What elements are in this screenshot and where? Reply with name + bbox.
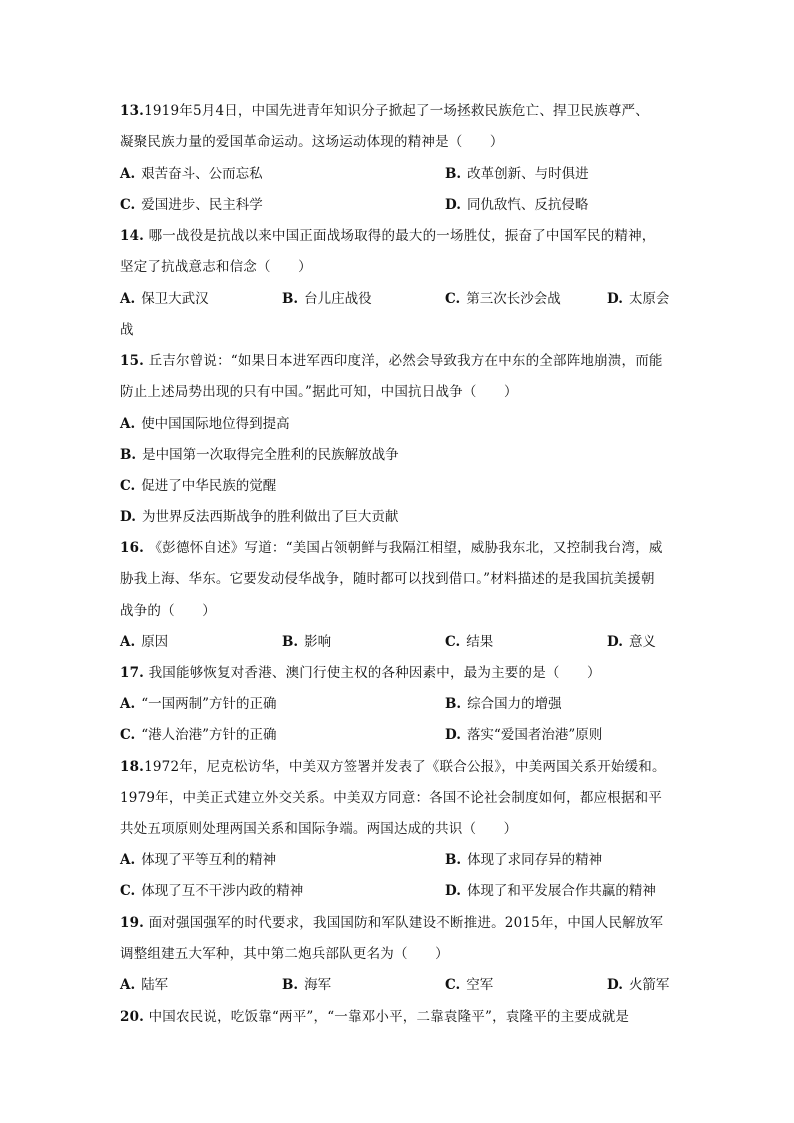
question-16-option-c: C. 结果	[445, 634, 494, 650]
question-number: 13.	[120, 103, 145, 119]
question-13-option-a: A. 艰苦奋斗、公而忘私	[120, 166, 263, 182]
question-16-option-a: A. 原因	[120, 634, 169, 650]
question-number: 18.	[120, 759, 145, 775]
question-14-option-a: A. 保卫大武汉	[120, 291, 209, 307]
question-14-option-d: D. 太原会	[607, 291, 670, 307]
question-number: 20.	[120, 1009, 145, 1025]
question-17-option-a: A. “一国两制”方针的正确	[120, 696, 277, 712]
question-19-option-b: B. 海军	[282, 977, 332, 993]
question-14-option-c: C. 第三次长沙会战	[445, 291, 561, 307]
question-14-stem-line-1: 14. 哪一战役是抗战以来中国正面战场取得的最大的一场胜仗，振奋了中国军民的精神，	[120, 228, 656, 244]
question-16-stem-line-1: 16. 《彭德怀自述》写道：“美国占领朝鲜与我隔江相望，威胁我东北，又控制我台湾，威	[120, 540, 663, 556]
question-13-stem-line-2: 凝聚民族力量的爱国革命运动。这场运动体现的精神是（ ）	[120, 134, 504, 150]
question-17-option-b: B. 综合国力的增强	[445, 696, 562, 712]
question-17-option-d: D. 落实“爱国者治港”原则	[445, 727, 603, 743]
question-16-option-b: B. 影响	[282, 634, 332, 650]
question-20-stem-line-1: 20. 中国农民说，吃饭靠“两平”，“一靠邓小平，二靠袁隆平”，袁隆平的主要成就是	[120, 1009, 630, 1025]
question-18-stem-line-2: 1979年，中美正式建立外交关系。中美双方同意：各国不论社会制度如何，都应根据和平	[120, 790, 663, 806]
question-13-stem-line-1: 13.1919年5月4日，中国先进青年知识分子掀起了一场拯救民族危亡、捍卫民族尊严、	[120, 103, 649, 119]
question-15-stem-line-1: 15. 丘吉尔曾说：“如果日本进军西印度洋，必然会导致我方在中东的全部阵地崩溃，而能	[120, 353, 663, 369]
question-number: 16.	[120, 540, 145, 556]
question-14-stem-line-2: 坚定了抗战意志和信念（ ）	[120, 259, 312, 275]
question-19-option-c: C. 空军	[445, 977, 494, 993]
question-17-option-c: C. “港人治港”方针的正确	[120, 727, 277, 743]
question-number: 14.	[120, 228, 145, 244]
question-15-option-b: B. 是中国第一次取得完全胜利的民族解放战争	[120, 447, 399, 463]
question-number: 15.	[120, 353, 145, 369]
question-14-option-b: B. 台儿庄战役	[282, 291, 372, 307]
question-19-stem-line-2: 调整组建五大军种，其中第二炮兵部队更名为（ ）	[120, 946, 449, 962]
question-18-option-a: A. 体现了平等互利的精神	[120, 852, 277, 868]
question-18-option-c: C. 体现了互不干涉内政的精神	[120, 883, 304, 899]
question-14-option-d-wrap: 战	[120, 322, 134, 338]
question-15-option-c: C. 促进了中华民族的觉醒	[120, 478, 277, 494]
question-18-option-b: B. 体现了求同存异的精神	[445, 852, 603, 868]
question-15-option-a: A. 使中国国际地位得到提高	[120, 416, 290, 432]
question-18-option-d: D. 体现了和平发展合作共赢的精神	[445, 883, 656, 899]
question-13-option-d: D. 同仇敌忾、反抗侵略	[445, 197, 589, 213]
question-19-stem-line-1: 19. 面对强国强军的时代要求，我国国防和军队建设不断推进。2015年，中国人民解放军	[120, 915, 664, 931]
question-number: 17.	[120, 665, 145, 681]
question-16-stem-line-2: 胁我上海、华东。它要发动侵华战争，随时都可以找到借口。”材料描述的是我国抗美援朝	[120, 571, 655, 587]
question-16-option-d: D. 意义	[607, 634, 656, 650]
question-13-option-c: C. 爱国进步、民主科学	[120, 197, 263, 213]
question-number: 19.	[120, 915, 145, 931]
question-17-stem-line-1: 17. 我国能够恢复对香港、澳门行使主权的各种因素中，最为主要的是（ ）	[120, 665, 601, 681]
question-19-option-d: D. 火箭军	[607, 977, 670, 993]
question-18-stem-line-1: 18.1972年，尼克松访华，中美双方签署并发表了《联合公报》，中美两国关系开始缓和。	[120, 759, 666, 775]
question-16-stem-line-3: 战争的（ ）	[120, 603, 216, 619]
question-15-stem-line-2: 防止上述局势出现的只有中国。”据此可知，中国抗日战争（ ）	[120, 384, 518, 400]
question-15-option-d: D. 为世界反法西斯战争的胜利做出了巨大贡献	[120, 509, 399, 525]
question-13-option-b: B. 改革创新、与时俱进	[445, 166, 589, 182]
question-18-stem-line-3: 共处五项原则处理两国关系和国际争端。两国达成的共识（ ）	[120, 821, 518, 837]
question-19-option-a: A. 陆军	[120, 977, 169, 993]
